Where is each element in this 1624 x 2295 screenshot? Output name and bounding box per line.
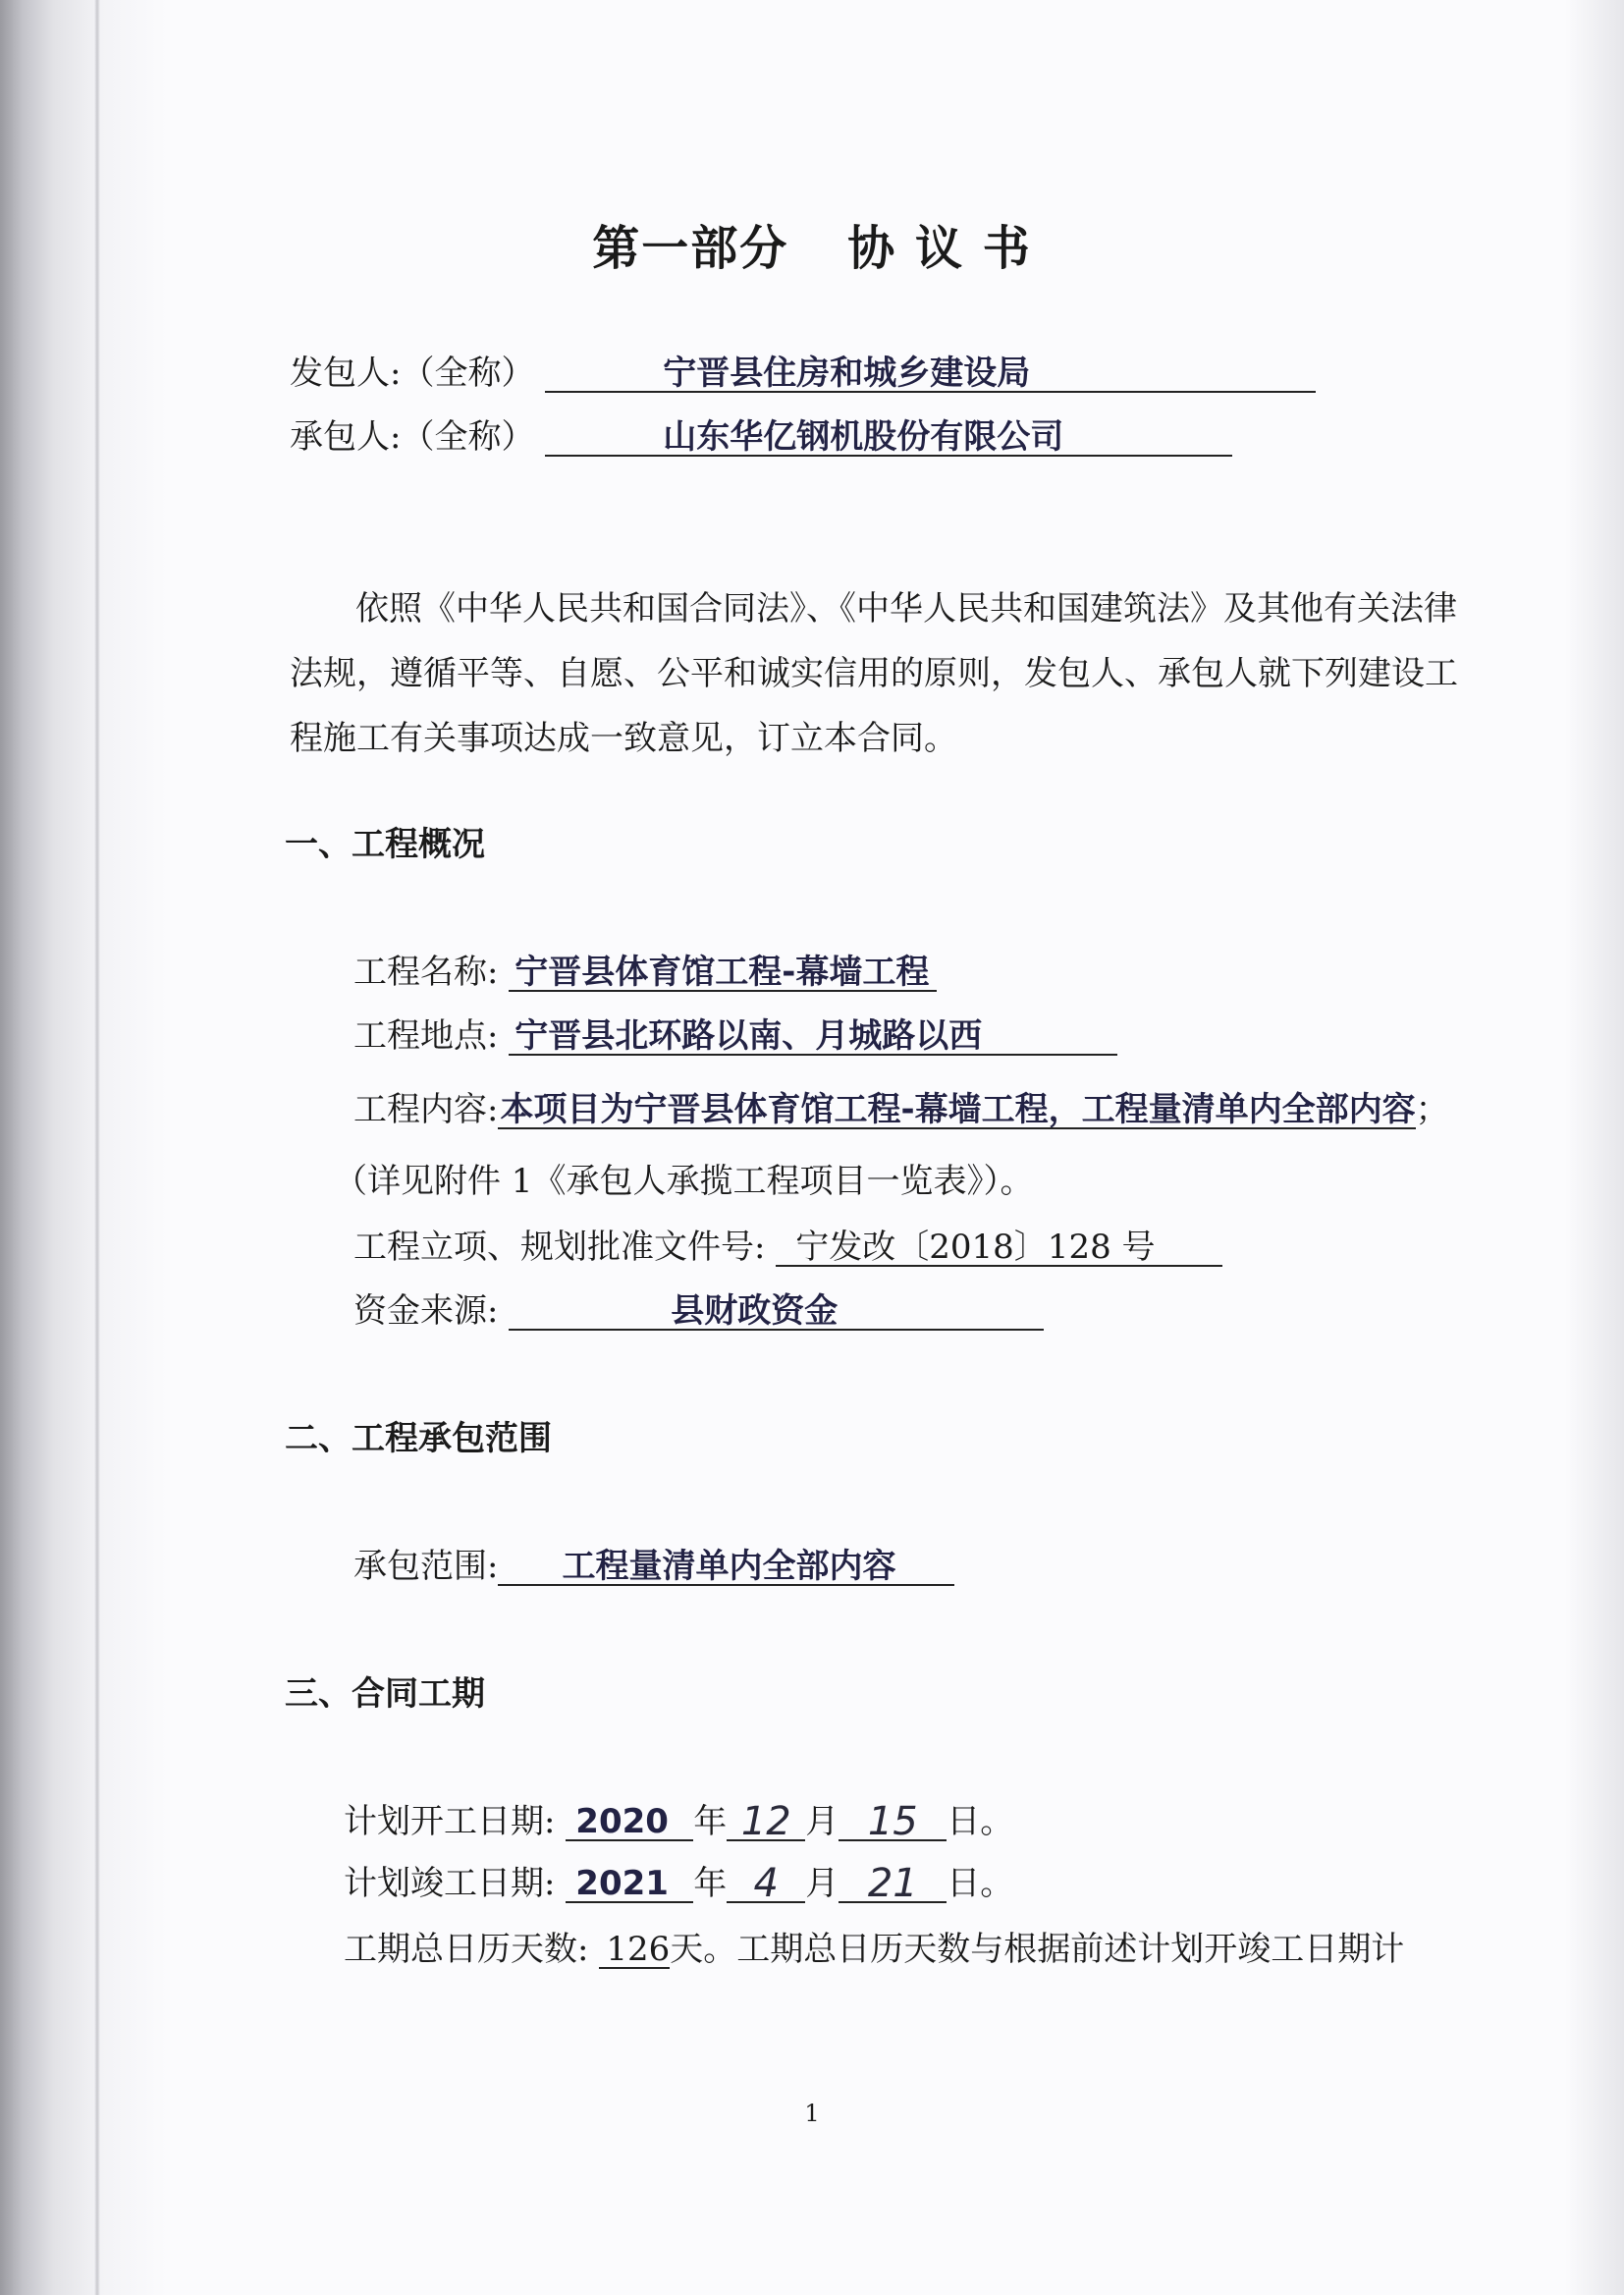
total-days-value: 126 (599, 1930, 670, 1969)
funding-label: 资金来源: (353, 1291, 499, 1331)
project-content-suffix: ； (1415, 1090, 1449, 1129)
end-day: 21 (839, 1864, 947, 1903)
approval-label: 工程立项、规划批准文件号: (353, 1228, 766, 1267)
total-days-row (344, 1930, 1404, 1969)
end-year: 2021 (566, 1864, 693, 1903)
page-edge-shadow (1565, 0, 1624, 2295)
funding-value: 县财政资金 (509, 1291, 1044, 1331)
end-day-unit: 日。 (947, 1864, 1014, 1903)
page-number: 1 (804, 2100, 820, 2127)
contractor-row (290, 417, 1232, 457)
project-content-note: （详见附件 1《承包人承揽工程项目一览表》）。 (334, 1162, 1034, 1201)
start-month: 12 (727, 1802, 805, 1841)
contractor-label: 承包人:（全称） (290, 417, 535, 457)
binding-shadow (0, 0, 167, 2295)
employer-name: 宁晋县住房和城乡建设局 (545, 354, 1316, 393)
end-date-row (344, 1861, 1014, 1906)
project-name-value: 宁晋县体育馆工程-幕墙工程 (509, 953, 937, 992)
total-days-label: 工期总日历天数: (344, 1930, 589, 1969)
end-month-unit: 月 (805, 1864, 839, 1903)
start-month-unit: 月 (805, 1802, 839, 1841)
total-days-suffix: 天。工期总日历天数与根据前述计划开竣工日期计 (670, 1930, 1405, 1969)
scope-row (353, 1547, 954, 1586)
scope-label: 承包范围: (353, 1547, 499, 1586)
project-location-value: 宁晋县北环路以南、月城路以西 (509, 1016, 1117, 1056)
start-day-unit: 日。 (947, 1802, 1014, 1841)
end-date-label: 计划竣工日期: (344, 1864, 556, 1903)
intro-line-2: 法规，遵循平等、自愿、公平和诚实信用的原则，发包人、承包人就下列建设工 (290, 654, 1458, 693)
employer-label: 发包人:（全称） (290, 354, 535, 393)
section3-heading: 三、合同工期 (285, 1674, 485, 1714)
intro-line-1: 依照《中华人民共和国合同法》、《中华人民共和国建筑法》及其他有关法律 (355, 589, 1457, 628)
project-location-label: 工程地点: (353, 1016, 499, 1056)
start-year-unit: 年 (693, 1802, 728, 1841)
project-name-row (353, 953, 937, 992)
page-title (0, 221, 1624, 276)
project-content-label: 工程内容: (353, 1090, 499, 1129)
project-name-label: 工程名称: (353, 953, 499, 992)
project-content-value: 本项目为宁晋县体育馆工程-幕墙工程，工程量清单内全部内容 (500, 1090, 1416, 1129)
start-date-label: 计划开工日期: (344, 1802, 556, 1841)
title-name: 协 议 书 (847, 221, 1032, 276)
approval-row (353, 1228, 1222, 1267)
section1-heading: 一、工程概况 (285, 825, 485, 864)
section2-heading: 二、工程承包范围 (285, 1419, 552, 1458)
intro-line-3: 程施工有关事项达成一致意见，订立本合同。 (290, 719, 957, 758)
funding-row (353, 1291, 1044, 1331)
title-part: 第一部分 (592, 221, 789, 276)
scope-value: 工程量清单内全部内容 (498, 1547, 954, 1586)
project-content-row (353, 1090, 1449, 1129)
contractor-name: 山东华亿钢机股份有限公司 (545, 417, 1232, 457)
start-year: 2020 (566, 1802, 693, 1841)
employer-row (290, 354, 1316, 393)
start-date-row (344, 1799, 1014, 1844)
binding-crease (94, 0, 100, 2295)
approval-value: 宁发改〔2018〕128 号 (776, 1228, 1222, 1267)
end-month: 4 (727, 1864, 805, 1903)
end-year-unit: 年 (693, 1864, 728, 1903)
project-location-row (353, 1016, 1117, 1056)
start-day: 15 (839, 1802, 947, 1841)
